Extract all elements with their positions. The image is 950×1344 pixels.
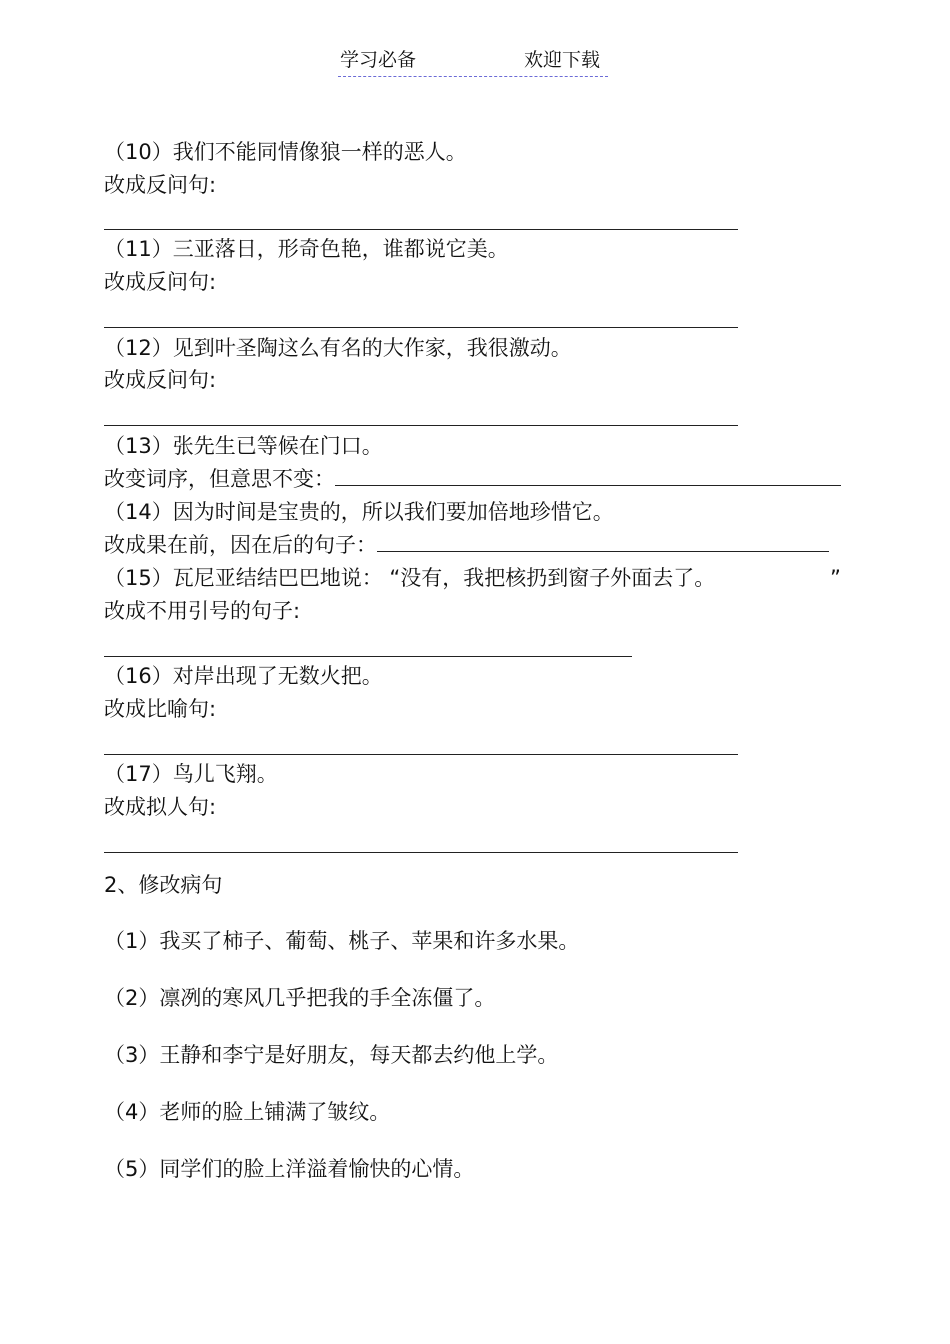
question-15-instruction: 改成不用引号的句子: — [104, 599, 301, 623]
section-2-item: （1）我买了柿子、葡萄、桃子、苹果和许多水果。 — [104, 929, 580, 953]
question-11-sentence: （11）三亚落日，形奇色艳，谁都说它美。 — [104, 237, 509, 261]
question-16-answer-line[interactable] — [104, 754, 738, 755]
question-10-instruction: 改成反问句: — [104, 173, 217, 197]
section-2-title: 2、修改病句 — [104, 873, 223, 897]
question-15-answer-line[interactable] — [104, 656, 632, 657]
question-16-sentence: （16）对岸出现了无数火把。 — [104, 664, 383, 688]
question-10-answer-line[interactable] — [104, 229, 738, 230]
question-11-answer-line[interactable] — [104, 327, 738, 328]
question-14-answer-line[interactable] — [377, 533, 829, 552]
section-2-item: （2）凛冽的寒风几乎把我的手全冻僵了。 — [104, 986, 496, 1010]
question-14-instruction: 改成果在前，因在后的句子： — [104, 533, 377, 557]
question-12-sentence: （12）见到叶圣陶这么有名的大作家，我很激动。 — [104, 336, 572, 360]
question-13-instruction: 改变词序，但意思不变： — [104, 467, 335, 491]
header-right-text: 欢迎下载 — [524, 49, 601, 71]
question-13-sentence: （13）张先生已等候在门口。 — [104, 434, 383, 458]
question-15-closing-quote: ” — [830, 566, 841, 590]
question-14-instruction-row — [104, 530, 829, 560]
question-14-sentence: （14）因为时间是宝贵的，所以我们要加倍地珍惜它。 — [104, 500, 614, 524]
question-17-instruction: 改成拟人句: — [104, 795, 217, 819]
question-16-instruction: 改成比喻句: — [104, 697, 217, 721]
question-15-sentence: （15）瓦尼亚结结巴巴地说： “没有，我把核扔到窗子外面去了。 — [104, 566, 716, 590]
question-12-answer-line[interactable] — [104, 425, 738, 426]
section-2-item: （4）老师的脸上铺满了皱纹。 — [104, 1100, 391, 1124]
question-11-instruction: 改成反问句: — [104, 270, 217, 294]
section-2-item: （3）王静和李宁是好朋友，每天都去约他上学。 — [104, 1043, 559, 1067]
question-12-instruction: 改成反问句: — [104, 368, 217, 392]
question-17-sentence: （17）鸟儿飞翔。 — [104, 762, 278, 786]
header-left-text: 学习必备 — [340, 49, 417, 71]
section-2-item: （5）同学们的脸上洋溢着愉快的心情。 — [104, 1157, 475, 1181]
question-13-instruction-row — [104, 464, 841, 494]
question-13-answer-line[interactable] — [335, 467, 841, 486]
page-header — [338, 46, 608, 77]
question-17-answer-line[interactable] — [104, 852, 738, 853]
question-10-sentence: （10）我们不能同情像狼一样的恶人。 — [104, 140, 467, 164]
